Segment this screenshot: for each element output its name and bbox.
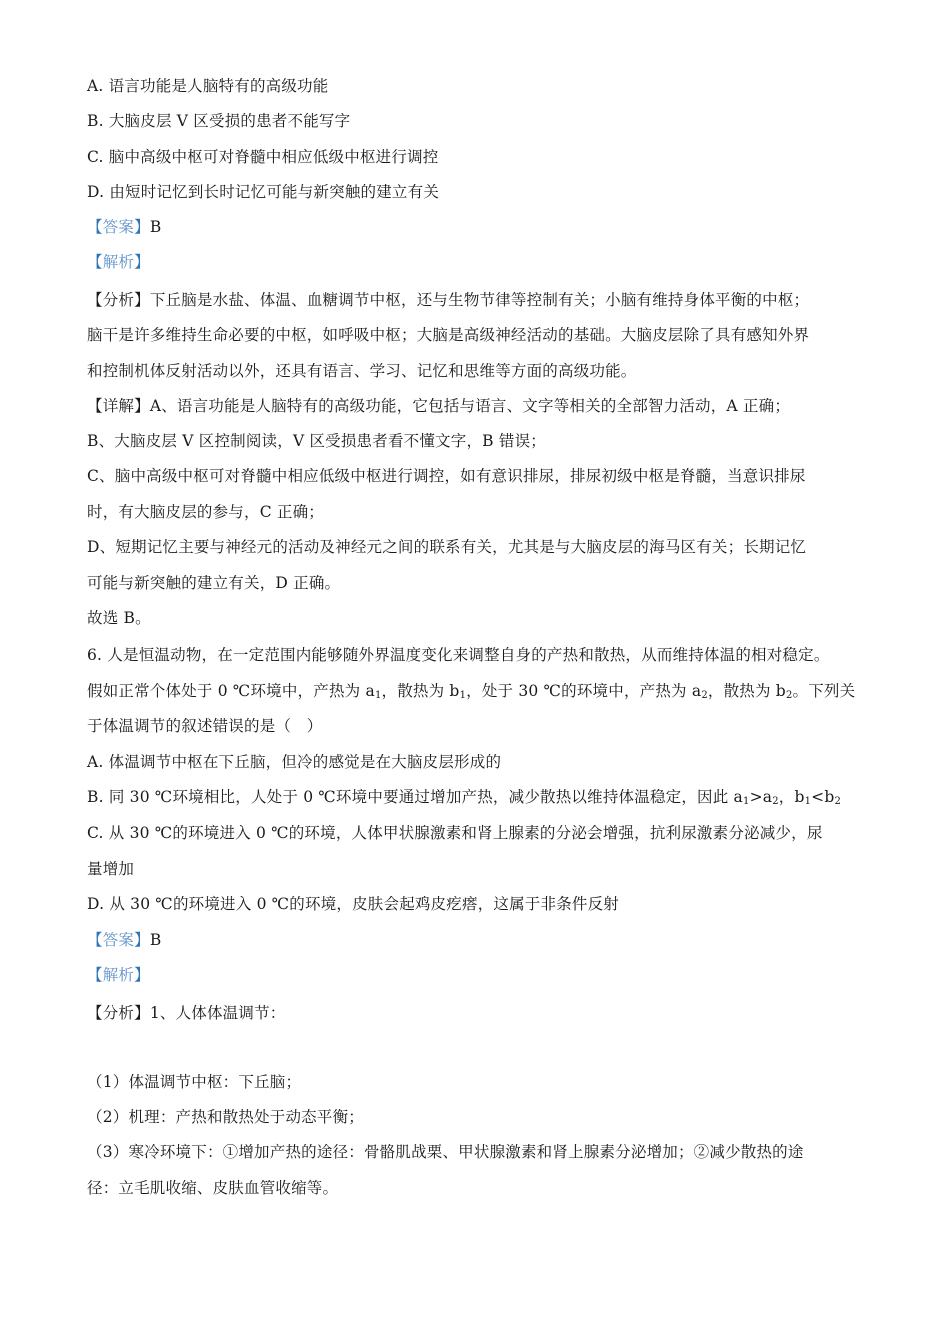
answer-tag: 【答案】 bbox=[87, 931, 150, 949]
q5-xiangjie-line-6: 可能与新突触的建立有关，D 正确。 bbox=[87, 574, 341, 592]
answer-value: B bbox=[149, 218, 162, 236]
answer-value: B bbox=[149, 931, 162, 949]
q5-option-d: D. 由短时记忆到长时记忆可能与新突触的建立有关 bbox=[87, 183, 440, 201]
q5-answer bbox=[87, 217, 161, 237]
q6-stem-line-1: 6. 人是恒温动物，在一定范围内能够随外界温度变化来调整自身的产热和散热，从而维持体温的相对稳定。 bbox=[87, 646, 830, 664]
q6-stem-line-3: 于体温调节的叙述错误的是（ ） bbox=[87, 717, 323, 735]
q6-option-a: A. 体温调节中枢在下丘脑，但冷的感觉是在大脑皮层形成的 bbox=[87, 753, 502, 771]
q5-fenxi-line-2: 脑干是许多维持生命必要的中枢，如呼吸中枢；大脑是高级神经活动的基础。大脑皮层除了具有感知外界 bbox=[87, 326, 810, 344]
q6-option-c-line-2: 量增加 bbox=[87, 860, 135, 878]
answer-tag: 【答案】 bbox=[87, 218, 150, 236]
q5-option-c: C. 脑中高级中枢可对脊髓中相应低级中枢进行调控 bbox=[87, 148, 439, 166]
q5-fenxi-line-3: 和控制机体反射活动以外，还具有语言、学习、记忆和思维等方面的高级功能。 bbox=[87, 362, 637, 380]
q6-answer bbox=[87, 930, 161, 950]
q6-analysis-heading bbox=[87, 965, 150, 985]
q5-xiangjie-line-4: 时，有大脑皮层的参与，C 正确； bbox=[87, 503, 324, 521]
q6-option-c-line-1: C. 从 30 ℃的环境进入 0 ℃的环境，人体甲状腺激素和肾上腺素的分泌会增强，抗利尿激素分泌减少，尿 bbox=[87, 824, 823, 842]
q6-fenxi: 【分析】1、人体体温调节： bbox=[87, 1004, 286, 1022]
q5-xiangjie-line-5: D、短期记忆主要与神经元的活动及神经元之间的联系有关，尤其是与大脑皮层的海马区有关；长期记忆 bbox=[87, 538, 807, 556]
q5-analysis-heading bbox=[87, 252, 150, 272]
q5-xiangjie-line-2: B、大脑皮层 V 区控制阅读，V 区受损患者看不懂文字，B 错误； bbox=[87, 432, 546, 450]
q5-fenxi-line-1: 【分析】下丘脑是水盐、体温、血糖调节中枢，还与生物节律等控制有关；小脑有维持身体平衡的中枢； bbox=[87, 291, 810, 309]
q6-option-b: B. 同 30 ℃环境相比，人处于 0 ℃环境中要通过增加产热，减少散热以维持体温稳定，因此 $a_1>a_2$，$b_1<b_2$ bbox=[87, 788, 842, 807]
q6-point-2: （2）机理：产热和散热处于动态平衡； bbox=[87, 1108, 364, 1126]
q5-conclusion: 故选 B。 bbox=[87, 609, 151, 627]
q5-xiangjie-line-3: C、脑中高级中枢可对脊髓中相应低级中枢进行调控，如有意识排尿，排尿初级中枢是脊髓，当意识排尿 bbox=[87, 467, 806, 485]
analysis-tag: 【解析】 bbox=[87, 253, 150, 271]
q6-stem-line-2: 假如正常个体处于 0 ℃环境中，产热为 $a_1$，散热为 $b_1$，处于 30 ℃的环境中，产热为 $a_2$，散热为 $b_2$。下列关 bbox=[87, 682, 856, 701]
q5-option-a: A. 语言功能是人脑特有的高级功能 bbox=[87, 77, 329, 95]
q6-point-1: （1）体温调节中枢：下丘脑； bbox=[87, 1073, 302, 1091]
q6-point-3: （3）寒冷环境下：①增加产热的途径：骨骼肌战栗、甲状腺激素和肾上腺素分泌增加；②减少散热的途 bbox=[87, 1143, 804, 1161]
q6-point-3-cont: 径：立毛肌收缩、皮肤血管收缩等。 bbox=[87, 1179, 339, 1197]
analysis-tag: 【解析】 bbox=[87, 966, 150, 984]
q5-option-b: B. 大脑皮层 V 区受损的患者不能写字 bbox=[87, 112, 351, 130]
q5-xiangjie-line-1: 【详解】A、语言功能是人脑特有的高级功能，它包括与语言、文字等相关的全部智力活动，A 正确； bbox=[87, 397, 791, 415]
q6-option-d: D. 从 30 ℃的环境进入 0 ℃的环境，皮肤会起鸡皮疙瘩，这属于非条件反射 bbox=[87, 895, 620, 913]
